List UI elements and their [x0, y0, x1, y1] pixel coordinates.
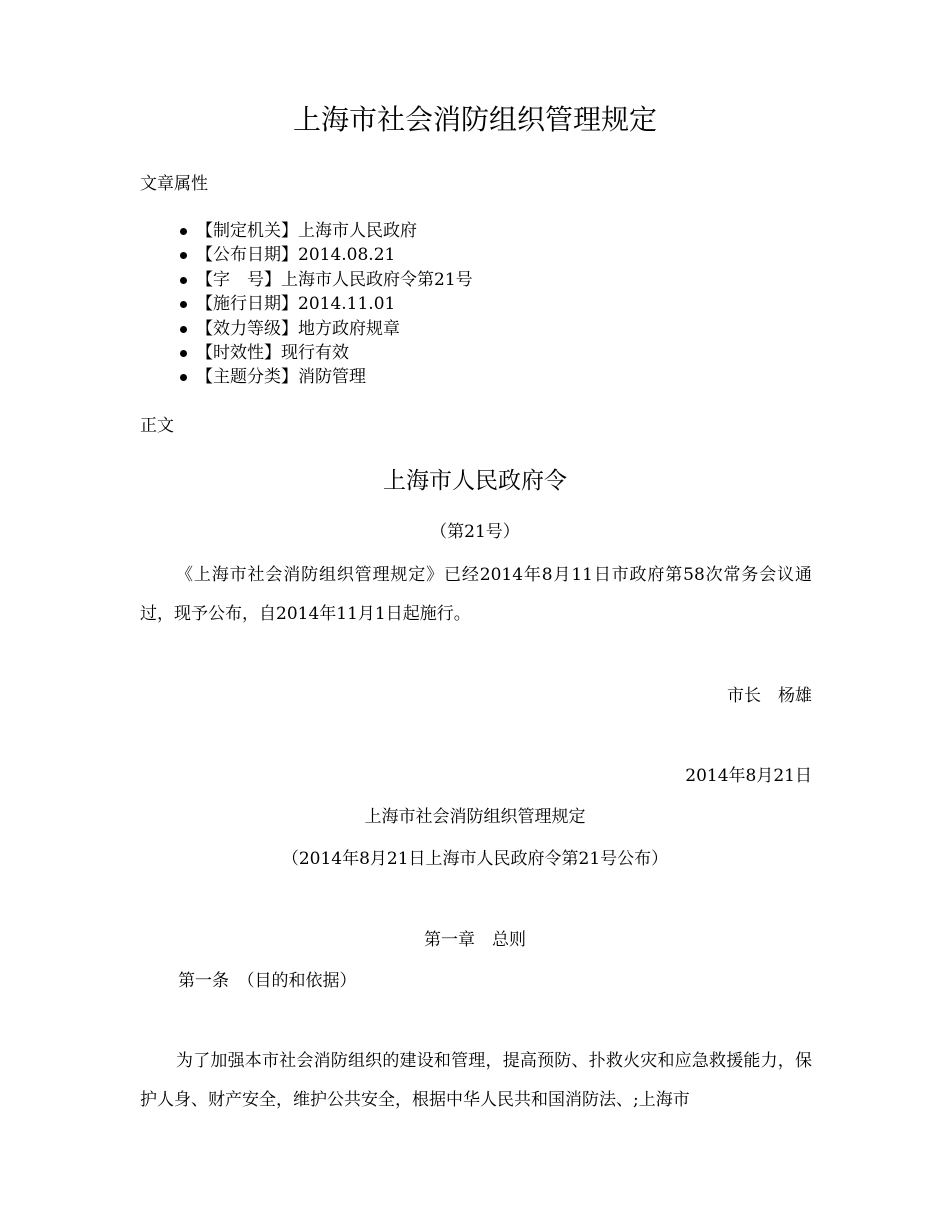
chapter-title: 第一章 总则 [424, 930, 526, 950]
attribute-item-doc-number: 【字 号】上海市人民政府令第21号 [178, 268, 473, 292]
decree-number: （第21号） [430, 522, 520, 542]
attribute-item-effective-date: 【施行日期】2014.11.01 [178, 292, 473, 316]
body-label: 正文 [140, 416, 174, 436]
article-text: 为了加强本市社会消防组织的建设和管理，提高预防、扑救火灾和应急救援能力，保护人身、财产安全，维护公共安全，根据中华人民共和国消防法、;上海市 [140, 1051, 812, 1110]
decree-text: 《上海市社会消防组织管理规定》已经2014年8月11日市政府第58次常务会议通过，现予公布，自2014年11月1日起施行。 [140, 565, 812, 624]
regulation-title: 上海市社会消防组织管理规定 [364, 807, 586, 827]
attribute-item-subject: 【主题分类】消防管理 [178, 365, 473, 389]
regulation-subtitle: （2014年8月21日上海市人民政府令第21号公布） [281, 849, 669, 869]
sign-date: 2014年8月21日 [685, 766, 812, 786]
decree-title: 上海市人民政府令 [383, 468, 567, 494]
signer: 市长 杨雄 [727, 686, 812, 706]
attributes-label: 文章属性 [140, 174, 208, 194]
attribute-item-publish-date: 【公布日期】2014.08.21 [178, 243, 473, 267]
document-title: 上海市社会消防组织管理规定 [292, 103, 657, 136]
attribute-item-validity: 【时效性】现行有效 [178, 341, 473, 365]
attribute-item-legal-level: 【效力等级】地方政府规章 [178, 317, 473, 341]
article-heading: 第一条 （目的和依据） [178, 971, 357, 991]
attributes-list [178, 219, 473, 390]
attribute-item-issuer: 【制定机关】上海市人民政府 [178, 219, 473, 243]
